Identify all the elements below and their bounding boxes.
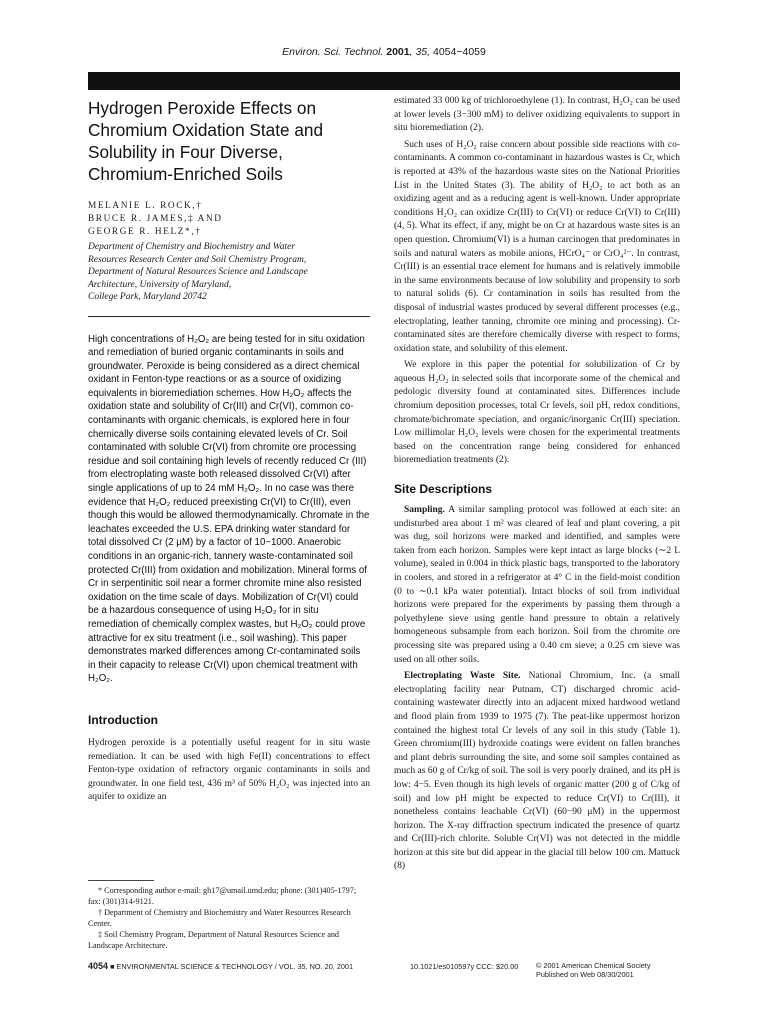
right-body — [394, 95, 680, 468]
abstract-divider — [88, 316, 370, 317]
affiliation-line: Department of Chemistry and Biochemistry and Water — [88, 242, 296, 252]
right-column — [394, 95, 680, 874]
sampling-text: A similar sampling protocol was followed at each site: an undisturbed area about 1 m² was cleared of leaf and plant covering, a pit was dug, soil horizons were marked and identified, and samples were taken from each horizon. Samples were kept intact as large blocks (∼2 L volume), sealed in 0.004 in thick plastic bags, transported to the laboratory in coolers, and stored in a refrigerator at 4° C in the field-moist condition (0 to ∼0.1 kPa water potential). Intact blocks of soil from individual horizons were prepared for the experiments by passing them through a polyethylene sieve using gentle hand pressure to obtain a relatively homogeneous subsample from each horizon. Soil from the chromite ore processing site was prepared using a 0.40 cm sieve; a 0.25 cm sieve was used on all other soils. — [394, 505, 680, 665]
left-column — [88, 97, 370, 805]
journal-year: 2001 — [386, 46, 410, 58]
journal-volume: 35 — [415, 46, 428, 58]
electroplating-label: Electroplating Waste Site. — [404, 671, 521, 682]
affiliation-line: College Park, Maryland 20742 — [88, 292, 207, 302]
author-list — [88, 200, 370, 239]
abstract: High concentrations of H₂O₂ are being tested for in situ oxidation and remediation of buried organic contaminants in soils and groundwater. Peroxide is being considered as a direct chemical oxidant in Fenton-type reactions or as a source of oxidizing equivalents in bioremediation schemes. How H₂O₂ affects the oxidation state and solubility of Cr(III) and Cr(VI), common co-contaminants with organic chemicals, is explored here in four chemically diverse soils containing elevated levels of Cr. Soil contaminated with soluble Cr(VI) from chromite ore processing residue and soil containing high levels of recently reduced Cr (III) from electroplating waste both released dissolved Cr(VI) after single applications of up to 24 mM H₂O₂. In no case was there evidence that H₂O₂ reduced preexisting Cr(VI) to Cr(III), even though this would be allowed thermodynamically. Chromate in the leachates exceeded the U.S. EPA drinking water standard for total dissolved Cr (2 μM) by a factor of 10−1000. Anaerobic conditions in an organic-rich, tannery waste-contaminated soil protected Cr(III) from oxidation and mobilization. Mineral forms of Cr in serpentinitic soil near a former chromite mine also resisted oxidation on the time scale of days. Mobilization of Cr(VI) could be a hazardous consequence of using H₂O₂ for in situ remediation of chemically complex wastes, but H₂O₂ could prove attractive for ex situ treatment (i.e., soil washing). This paper demonstrates marked differences among Cr-contaminated soils in their capacity to release Cr(VI) upon chemical treatment with H₂O₂. — [88, 333, 370, 685]
affiliation-line: Architecture, University of Maryland, — [88, 279, 232, 290]
introduction-heading: Introduction — [88, 712, 158, 727]
site-descriptions-heading: Site Descriptions — [394, 482, 493, 497]
affiliation-line: Resources Research Center and Soil Chemistry Program, — [88, 254, 307, 265]
footnote-corresponding: * Corresponding author e-mail: gh17@umail.umd.edu; phone: (301)405-1797; fax: (301)314-9121. — [88, 886, 357, 906]
site-body — [394, 504, 680, 874]
journal-pages: 4054−4059 — [432, 46, 486, 58]
footer-right — [536, 961, 650, 979]
introduction-body — [88, 737, 370, 805]
article-title: Hydrogen Peroxide Effects on Chromium Oxidation State and Solubility in Four Diverse, Chromium-Enriched Soils — [88, 98, 324, 184]
author-2: BRUCE R. JAMES,‡ AND — [88, 214, 223, 224]
page-number: 4054 — [88, 961, 109, 971]
footer-journal: ■ ENVIRONMENTAL SCIENCE & TECHNOLOGY / VOL. 35, NO. 20, 2001 — [110, 962, 354, 971]
journal-header: Environ. Sci. Technol. 2001, 35, 4054−4059 — [282, 46, 486, 58]
sampling-paragraph — [394, 504, 680, 667]
affiliation — [88, 241, 370, 304]
journal-name: Environ. Sci. Technol. — [282, 46, 384, 58]
paragraph: We explore in this paper the potential for solubilization of Cr by aqueous H₂O₂ in selected soils that incorporate some of the chemical and pedologic diversity found at contaminated sites. Differences include chromium deposition processes, total Cr levels, soil pH, redox conditions, chromate/bichromate speciation, and organic/inorganic Cr(III) speciation. Low millimolar H₂O₂ levels were chosen for the experimental treatments based on the concentration range being considered for enhanced bioremediation treatments (2). — [394, 360, 680, 466]
intro-paragraph: Hydrogen peroxide is a potentially useful reagent for in situ waste remediation. It can be used with high Fe(II) concentrations to effect Fenton-type oxidation of refractory organic contaminants in soils and groundwater. In one field test, 436 m³ of 50% H₂O₂ was injected into an aquifer to oxidize an — [88, 737, 370, 803]
footer-doi: 10.1021/es010597y CCC: $20.00 — [410, 962, 519, 971]
footnote-double-dagger: ‡ Soil Chemistry Program, Department of Natural Resources Science and Landscape Architecture. — [88, 930, 340, 950]
electroplating-text: National Chromium, Inc. (a small electroplating facility near Putnam, CT) discharged chromic acid-containing wastewater directly into an adjacent mixed hardwood wetland and flood plain from 1939 to 1975 (7). The peat-like uppermost horizon contained the highest total Cr levels of any soil in this study (Table 1). Green chromium(III) hydroxide coatings were evident on fallen branches and plant debris surrounding the site, and some soil samples contained as much as 60 g of Cr/kg of soil. The soil is very poorly drained, and its pH is low: 4−5. Even though its high levels of organic matter (200 g of C/kg of soil) and low pH might be expected to reduce Cr(VI) to Cr(III), it nonetheless contains leachable Cr(VI) (60−90 μM) in the uppermost horizon. The X-ray diffraction spectrum indicated the presence of quartz and Cr(III)-rich chlorite. Soluble Cr(VI) was not detected in the middle horizon at this site but did appear in the glacial till below 100 cm. Mattuck (8) — [394, 671, 680, 872]
footer-left — [88, 961, 353, 971]
author-1: MELANIE L. ROCK,† — [88, 201, 203, 211]
footnote-dagger: † Department of Chemistry and Biochemistry and Water Resources Research Center. — [88, 908, 351, 928]
sampling-label: Sampling. — [404, 505, 445, 516]
paragraph: estimated 33 000 kg of trichloroethylene (1). In contrast, H₂O₂ can be used at lower levels (3−300 mM) to deliver oxidizing equivalents to support in situ bioremediation (2). — [394, 96, 680, 134]
footnotes — [88, 885, 370, 951]
affiliation-line: Department of Natural Resources Science and Landscape — [88, 267, 308, 277]
electroplating-paragraph — [394, 670, 680, 874]
published-date: Published on Web 08/30/2001 — [536, 970, 634, 979]
header-bar — [88, 72, 680, 90]
author-3: GEORGE R. HELZ*,† — [88, 227, 202, 237]
paragraph: Such uses of H₂O₂ raise concern about possible side reactions with co-contaminants. A common co-contaminant in hazardous wastes is Cr, which is reported at 43% of the hazardous waste sites on the National Priorities List in the United States (3). The ability of H₂O₂ to act both as an oxidizing agent and as a reducing agent is well-known. Under appropriate conditions H₂O₂ can oxidize Cr(III) to Cr(VI) or reduce Cr(VI) to Cr(III) (4, 5). What its effect, if any, might be on Cr at hazardous waste sites is an open question. Chromium(VI) is a human carcinogen that predominates in soils and natural waters as mobile anions, HCrO₄⁻ or CrO₄²⁻. In contrast, Cr(III) is an essential trace element for humans and is relatively immobile in the same environments because of low solubility and propensity to sorb to natural solids (6). Cr contamination in soils has resulted from the disposal of industrial wastes produced by several different processes (e.g., electroplating, leather tanning, chromite ore mining and processing). Cr-contaminated sites are therefore chemically diverse with respect to forms, oxidation state, and solubility of this element. — [394, 139, 680, 354]
copyright: © 2001 American Chemical Society — [536, 961, 651, 970]
footnote-divider — [88, 880, 154, 881]
